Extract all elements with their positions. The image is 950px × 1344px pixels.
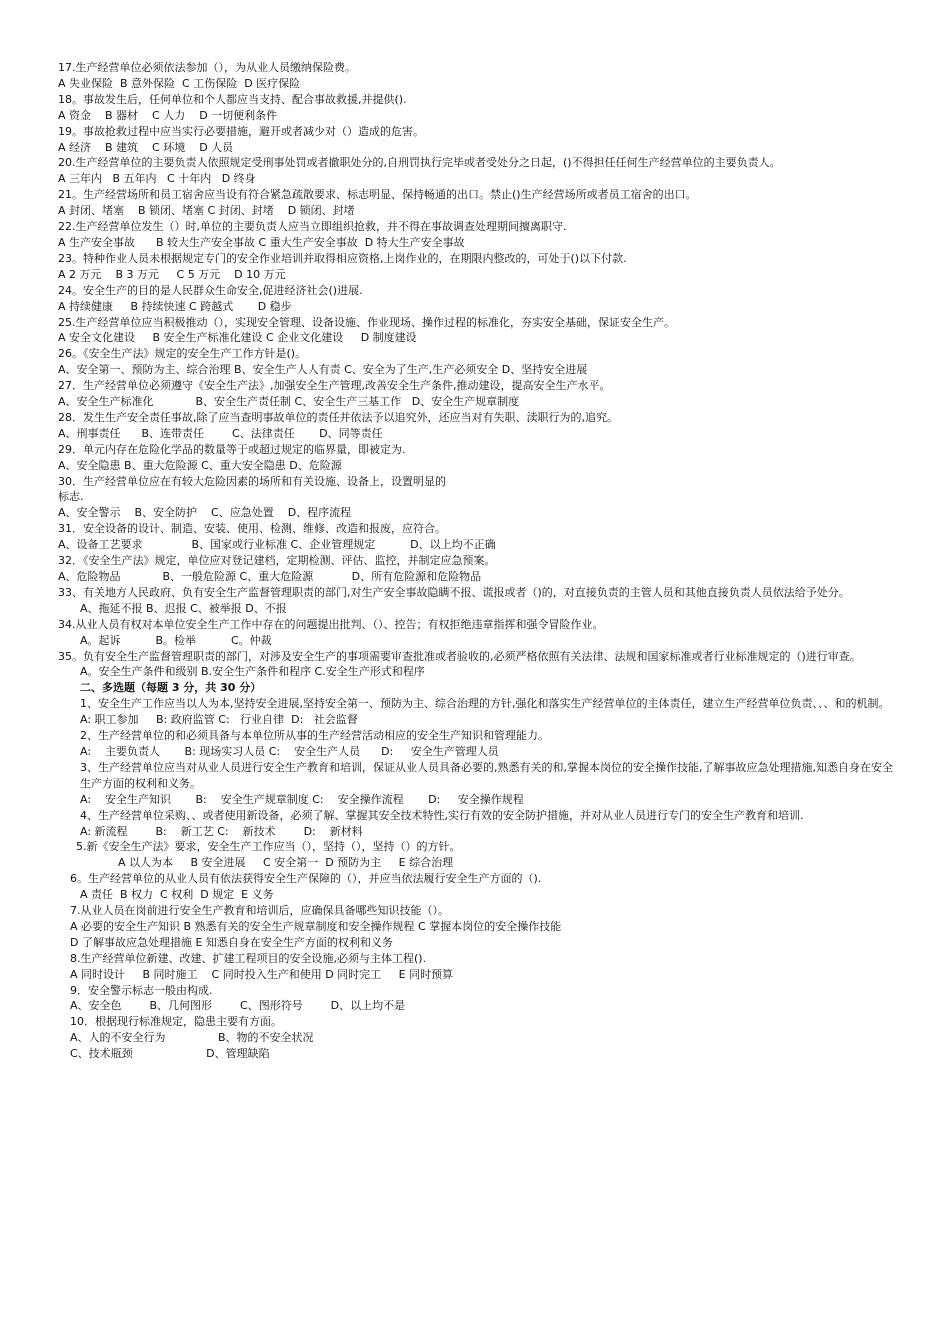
options-26: A、安全第一、预防为主、综合治理 B、安全生产人人有责 C、安全为了生产,生产必须安全 D、坚持安全进展 — [58, 363, 588, 377]
options-23: A 2 万元 B 3 万元 C 5 万元 D 10 万元 — [58, 267, 286, 281]
mc-question-4: 4、生产经营单位采购、、或者使用新设备，必须了解、掌握其安全技术特性,实行有效的安全防护措施，并对从业人员进行专门的安全生产教育和培训. — [80, 808, 804, 822]
question-19: 19。事故抢救过程中应当实行必要措施，避开或者减少对（）造成的危害。 — [58, 124, 424, 138]
question-28: 28．发生生产安全责任事故,除了应当查明事故单位的责任并依法予以追究外，还应当对有失职、渎职行为的,追究。 — [58, 410, 618, 424]
options-27: A、安全生产标准化 B、安全生产责任制 C、安全生产三基工作 D、安全生产规章制度 — [58, 395, 520, 409]
document-page — [58, 60, 898, 1062]
mc-options-9: A、安全色 B、几何图形 C、图形符号 D、以上均不是 — [70, 999, 406, 1013]
mc-options-7a: A 必要的安全生产知识 B 熟悉有关的安全生产规章制度和安全操作规程 C 掌握本岗位的安全操作技能 — [70, 919, 562, 933]
question-34: 34.从业人员有权对本单位安全生产工作中存在的问题提出批判、（）、控告；有权拒绝违章指挥和强令冒险作业。 — [58, 617, 604, 631]
mc-options-7b: D 了解事故应急处理措施 E 知悉自身在安全生产方面的权利和义务 — [70, 935, 393, 949]
question-18: 18。事故发生后，任何单位和个人都应当支持、配合事故救援,并提供(). — [58, 92, 407, 106]
options-24: A 持续健康 B 持续快速 C 跨越式 D 稳步 — [58, 299, 292, 313]
mc-options-3: A: 安全生产知识 B: 安全生产规章制度 C: 安全操作流程 D: 安全操作规程 — [80, 792, 524, 806]
options-30: A、安全警示 B、安全防护 C、应急处置 D、程序流程 — [58, 506, 352, 520]
mc-question-5: 5.新《安全生产法》要求，安全生产工作应当（），坚持（），坚持（）的方针。 — [76, 840, 461, 854]
question-17: 17.生产经营单位必须依法参加（），为从业人员缴纳保险费。 — [58, 61, 356, 74]
question-25: 25.生产经营单位应当积极推动（），实现安全管理、设备设施、作业现场、操作过程的标准化，夯实安全基础，保证安全生产。 — [58, 315, 675, 329]
question-21: 21。生产经营场所和员工宿舍应当设有符合紧急疏散要求、标志明显、保持畅通的出口。禁止()生产经营场所或者员工宿舍的出口。 — [58, 188, 697, 202]
mc-question-1: 1、安全生产工作应当以人为本,坚持安全进展,坚持安全第一、预防为主、综合治理的方针,强化和落实生产经营单位的主体责任，建立生产经营单位负责、、、和的机制。 — [80, 697, 890, 711]
question-29: 29．单元内存在危险化学品的数量等于或超过规定的临界量，即被定为. — [58, 442, 406, 456]
mc-options-10a: A、人的不安全行为 B、物的不安全状况 — [70, 1031, 314, 1045]
question-23: 23。特种作业人员未根据规定专门的安全作业培训并取得相应资格,上岗作业的，在期限内整改的，可处于()以下付款. — [58, 251, 627, 265]
question-26: 26。《安全生产法》规定的安全生产工作方针是()。 — [58, 347, 307, 361]
mc-question-3: 3、生产经营单位应当对从业人员进行安全生产教育和培训，保证从业人员具备必要的,熟悉有关的和,掌握本岗位的安全操作技能,了解事故应急处理措施,知悉自身在安全生产方面的权利和义务。 — [80, 760, 893, 790]
mc-options-1: A: 职工参加 B: 政府监管 C: 行业自律 D: 社会监督 — [80, 713, 358, 727]
question-30: 30．生产经营单位应在有较大危险因素的场所和有关设施、设备上，设置明显的 — [58, 474, 446, 488]
mc-options-8: A 同时设计 B 同时施工 C 同时投入生产和使用 D 同时完工 E 同时预算 — [70, 967, 454, 981]
mc-options-2: A: 主要负责人 B: 现场实习人员 C: 安全生产人员 D: 安全生产管理人员 — [80, 744, 499, 758]
options-25: A 安全文化建设 B 安全生产标准化建设 C 企业文化建设 D 制度建设 — [58, 331, 417, 345]
options-34: A。起诉 B。检举 C。仲裁 — [80, 633, 272, 647]
question-30-cont: 标志. — [58, 490, 84, 504]
options-33: A、拖延不报 B、迟报 C、被举报 D、不报 — [80, 601, 287, 615]
mc-options-4: A: 新流程 B: 新工艺 C: 新技术 D: 新材料 — [80, 824, 363, 838]
question-24: 24。安全生产的目的是人民群众生命安全,促进经济社会()进展. — [58, 283, 363, 297]
options-19: A 经济 B 建筑 C 环境 D 人员 — [58, 140, 234, 154]
mc-question-10: 10．根据现行标准规定，隐患主要有方面。 — [70, 1015, 282, 1029]
question-35: 35。负有安全生产监督管理职责的部门，对涉及安全生产的事项需要审查批准或者验收的,必须严格依照有关法律、法规和国家标准或者行业标准规定的（)进行审查。 — [58, 649, 861, 663]
question-27: 27．生产经营单位必须遵守《安全生产法》,加强安全生产管理,改善安全生产条件,推动建设，提高安全生产水平。 — [58, 379, 611, 393]
question-22: 22.生产经营单位发生（）时,单位的主要负责人应当立即组织抢救，并不得在事故调查处理期间擅离职守. — [58, 220, 567, 234]
options-35: A。安全生产条件和级别 B.安全生产条件和程序 C.安全生产形式和程序 — [80, 665, 425, 679]
options-28: A、刑事责任 B、连带责任 C、法律责任 D、同等责任 — [58, 426, 383, 440]
options-21: A 封闭、堵塞 B 锁闭、堵塞 C 封闭、封堵 D 锁闭、封堵 — [58, 204, 355, 218]
mc-question-8: 8.生产经营单位新建、改建、扩建工程项目的安全设施,必须与主体工程(). — [70, 951, 427, 965]
options-31: A、设备工艺要求 B、国家或行业标准 C、企业管理规定 D、以上均不正确 — [58, 538, 496, 552]
question-31: 31．安全设备的设计、制造、安装、使用、检测、维修、改造和报废，应符合。 — [58, 522, 446, 536]
options-18: A 资金 B 器材 C 人力 D 一切便利条件 — [58, 108, 278, 122]
section-heading-multiple-choice: 二、多选题（每题 3 分，共 30 分） — [80, 681, 262, 695]
mc-question-9: 9．安全警示标志一般由构成. — [70, 983, 213, 997]
options-22: A 生产安全事故 B 较大生产安全事故 C 重大生产安全事故 D 特大生产安全事故 — [58, 235, 465, 249]
options-20: A 三年内 B 五年内 C 十年内 D 终身 — [58, 172, 256, 186]
options-32: A、危险物品 B、一般危险源 C、重大危险源 D、所有危险源和危险物品 — [58, 570, 482, 583]
options-17: A 失业保险 B 意外保险 C 工伤保险 D 医疗保险 — [58, 76, 301, 90]
mc-options-6: A 责任 B 权力 C 权利 D 规定 E 义务 — [80, 888, 274, 902]
question-33: 33、有关地方人民政府、负有安全生产监督管理职责的部门,对生产安全事故隐瞒不报、谎报或者（)的，对直接负责的主管人员和其他直接负责人员依法给予处分。 — [58, 585, 850, 599]
question-32: 32．《安全生产法》规定，单位应对登记建档，定期检测、评估、监控，并制定应急预案。 — [58, 554, 496, 568]
mc-options-5: A 以人为本 B 安全进展 C 安全第一 D 预防为主 E 综合治理 — [118, 856, 454, 870]
question-20: 20.生产经营单位的主要负责人依照规定受刑事处罚或者撤职处分的,自刑罚执行完毕或者受处分之日起，()不得担任任何生产经营单位的主要负责人。 — [58, 156, 781, 170]
mc-question-2: 2、生产经营单位的和必须具备与本单位所从事的生产经营活动相应的安全生产知识和管理能力。 — [80, 729, 549, 743]
options-29: A、安全隐患 B、重大危险源 C、重大安全隐患 D、危险源 — [58, 458, 342, 472]
mc-options-10b: C、技术瓶颈 D、管理缺陷 — [70, 1047, 270, 1061]
mc-question-7: 7.从业人员在岗前进行安全生产教育和培训后，应确保具备哪些知识技能（）。 — [70, 904, 449, 918]
mc-question-6: 6。生产经营单位的从业人员有依法获得安全生产保障的（），并应当依法履行安全生产方面的（). — [70, 872, 542, 886]
